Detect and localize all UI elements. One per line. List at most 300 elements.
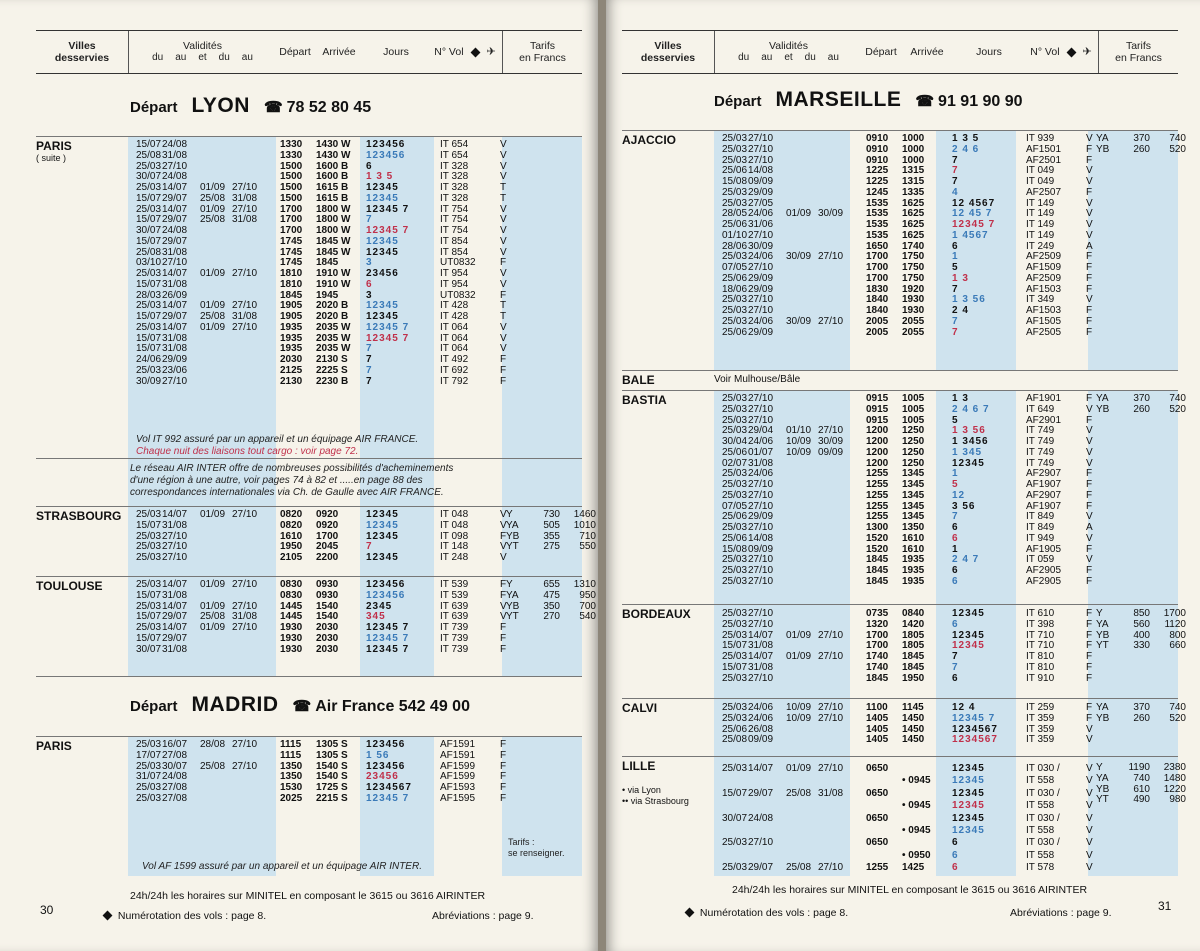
- valid-from: 15/07: [136, 519, 162, 531]
- valid-to: 27/08: [162, 782, 188, 793]
- flight-no: IT 492: [440, 354, 469, 365]
- aircraft-type: F: [1086, 154, 1093, 166]
- valid-to: 29/07: [748, 862, 774, 874]
- dep-time: 0650: [866, 837, 889, 849]
- days: 1 345: [952, 446, 983, 458]
- valid-to-2: 31/08: [232, 311, 258, 322]
- valid-to: 29/07: [162, 192, 188, 204]
- arr-time: 2225 S: [316, 364, 348, 376]
- fare-return: 2380: [1163, 762, 1186, 773]
- valid-to: 27/10: [748, 672, 774, 684]
- fare-class: Y: [506, 509, 513, 520]
- arr-time: 2230 B: [316, 375, 349, 387]
- valid-from: 28/03: [136, 289, 162, 301]
- fare-oneway: 260: [1133, 143, 1150, 155]
- valid-to-2: 27/10: [818, 251, 844, 263]
- valid-to: 27/10: [748, 294, 774, 306]
- aircraft-type: V: [1086, 176, 1093, 187]
- valid-to: 29/09: [748, 272, 774, 284]
- flight-no: IT 749: [1026, 425, 1055, 437]
- valid-from: 15/07: [136, 343, 162, 355]
- arr-time: 2020 B: [316, 311, 349, 322]
- dep-time: 1700: [866, 629, 889, 641]
- valid-to: 14/07: [162, 268, 188, 279]
- flight-no: IT 558: [1026, 775, 1055, 787]
- fare-oneway: 400: [1133, 629, 1150, 641]
- valid-to-2: 27/10: [818, 651, 844, 662]
- aircraft-type: V: [500, 246, 507, 258]
- fare-row: [1096, 641, 1186, 652]
- dep-time: 1905: [280, 300, 303, 312]
- valid-to: 14/07: [162, 579, 188, 590]
- arr-time: 0920: [316, 509, 339, 520]
- fare-return: 540: [579, 611, 596, 623]
- notes-paris-lyon: Vol IT 992 assuré par un appareil et un équipage AIR FRANCE. Chaque nuit des liaisons tout cargo : voir page 72.: [136, 434, 419, 457]
- arr-time: 1145: [902, 702, 924, 713]
- valid-to: 14/07: [748, 629, 774, 641]
- flight-no: IT 749: [1026, 457, 1055, 469]
- aircraft-type: V: [1086, 403, 1093, 415]
- header-jours: Jours: [383, 46, 409, 58]
- flight-no: AF1593: [440, 782, 476, 793]
- days: 7: [366, 364, 373, 376]
- arr-time: 0930: [316, 589, 339, 601]
- dep-time: 1745: [280, 246, 303, 258]
- fare-class: Y: [1096, 762, 1103, 773]
- arr-time: 1345: [902, 511, 925, 523]
- valid-to: 27/10: [748, 575, 774, 587]
- days: 7: [952, 315, 959, 327]
- aircraft-type: F: [1086, 393, 1093, 404]
- valid-to-2: 27/10: [232, 622, 258, 633]
- days: 12345: [366, 235, 399, 247]
- flight-no: IT 610: [1026, 608, 1055, 619]
- valid-from: 25/03: [722, 489, 748, 501]
- dep-time: 1700: [280, 203, 303, 215]
- dep-time: 1740: [866, 661, 889, 673]
- dep-time: 1535: [866, 229, 889, 241]
- dep-time: 1845: [866, 672, 889, 684]
- arr-time: 1450: [902, 712, 925, 724]
- aircraft-type: F: [1086, 186, 1093, 198]
- fare-class: YA: [506, 519, 519, 531]
- arr-time: 1425: [902, 862, 925, 874]
- fare-class: YA: [1096, 702, 1109, 713]
- aircraft-type: F: [1086, 575, 1093, 587]
- dep-time: 0830: [280, 579, 303, 590]
- flight-no: IT 048: [440, 519, 469, 531]
- aircraft-type: V: [500, 268, 507, 279]
- section-toulouse: [36, 576, 596, 676]
- valid-to: 26/09: [162, 289, 188, 301]
- valid-from-2: 30/09: [786, 315, 812, 327]
- valid-to: 16/07: [162, 739, 188, 750]
- valid-from: 15/07: [136, 278, 162, 290]
- dep-time: 2005: [866, 315, 889, 327]
- days: 345: [366, 611, 386, 623]
- days: 12345: [952, 640, 985, 652]
- aircraft-type: V: [1086, 511, 1093, 523]
- flight-no: IT 910: [1026, 672, 1055, 684]
- arr-time: 1800 W: [316, 214, 351, 226]
- aircraft-type: V: [1086, 723, 1093, 735]
- table-header: [622, 30, 1178, 74]
- dep-time: 0915: [866, 393, 889, 404]
- valid-from: 25/03: [722, 554, 748, 566]
- valid-to-2: 27/10: [232, 579, 258, 590]
- fares-bastia: [1096, 394, 1186, 416]
- dep-time: 1930: [280, 632, 303, 644]
- aircraft-type: V: [500, 509, 507, 520]
- days: 1 3: [952, 393, 969, 404]
- flight-no: IT 328: [440, 192, 469, 204]
- arr-time: 2055: [902, 315, 925, 327]
- valid-to: 14/07: [162, 509, 188, 520]
- fare-class: YB: [1096, 403, 1110, 415]
- flight-no: AF1595: [440, 792, 476, 804]
- arr-time: 1430 W: [316, 139, 351, 150]
- days: 12345: [366, 530, 399, 542]
- arr-time: 1625: [902, 229, 925, 241]
- valid-to: 29/09: [748, 283, 774, 295]
- days: 7: [366, 375, 373, 387]
- fare-row: [506, 612, 596, 623]
- dep-time: 1245: [866, 186, 889, 198]
- valid-from: 25/03: [722, 305, 748, 316]
- dep-time: 1535: [866, 219, 889, 230]
- days: 12345: [366, 509, 399, 520]
- valid-to: 27/10: [162, 160, 188, 172]
- section-strasbourg: [36, 506, 596, 576]
- aircraft-type: F: [1086, 629, 1093, 641]
- dep-time: 1905: [280, 311, 303, 322]
- fare-class: YT: [506, 541, 519, 553]
- flight-no: IT 849: [1026, 522, 1055, 533]
- valid-from: 25/06: [722, 326, 748, 338]
- days: 12345: [952, 608, 985, 619]
- aircraft-type: F: [1086, 143, 1093, 155]
- dest-ajaccio: AJACCIO: [622, 133, 677, 147]
- arr-time: 1930: [902, 305, 925, 316]
- arr-time: 1845 W: [316, 235, 351, 247]
- arr-time: 2020 B: [316, 300, 349, 312]
- flight-no: IT 649: [1026, 403, 1055, 415]
- valid-from: 30/09: [136, 375, 162, 387]
- fare-class: YT: [506, 611, 519, 623]
- flight-no: IT 030 /: [1026, 787, 1060, 799]
- aircraft-type: F: [1086, 479, 1093, 490]
- days: 6: [952, 862, 959, 874]
- dep-time: 1405: [866, 723, 889, 735]
- aircraft-type: V: [1086, 208, 1093, 220]
- arr-time: 1800 W: [316, 225, 351, 236]
- dep-time: 2130: [280, 375, 303, 387]
- aircraft-type: V: [500, 225, 507, 236]
- fare-row: [1096, 620, 1186, 631]
- telephone-icon: ☎: [292, 698, 312, 715]
- valid-to: 27/10: [748, 133, 774, 144]
- arr-time: 1930: [902, 294, 925, 306]
- fare-oneway: 370: [1133, 393, 1150, 404]
- aircraft-type: F: [500, 622, 507, 633]
- header-arrivee: Arrivée: [910, 46, 944, 58]
- dep-time: 1530: [280, 782, 303, 793]
- fare-oneway: 275: [543, 541, 560, 553]
- valid-from: 25/03: [136, 579, 162, 590]
- aircraft-type: F: [500, 782, 507, 793]
- valid-to: 27/05: [748, 197, 774, 209]
- valid-to: 24/06: [748, 208, 774, 220]
- valid-to: 31/08: [162, 149, 188, 161]
- aircraft-type: T: [500, 192, 507, 204]
- arr-time: 2055: [902, 326, 925, 338]
- valid-to: 27/10: [748, 403, 774, 415]
- days: 2345: [366, 600, 393, 612]
- days: 12345: [952, 824, 985, 836]
- aircraft-type: F: [1086, 251, 1093, 263]
- valid-from: 25/03: [722, 393, 748, 404]
- days: 6: [952, 837, 959, 849]
- days: 6: [952, 672, 959, 684]
- dep-time: 0650: [866, 763, 889, 774]
- arr-time: 1000: [902, 154, 925, 166]
- days: 7: [366, 214, 373, 226]
- flight-no: AF2905: [1026, 565, 1062, 576]
- valid-to: 27/10: [748, 414, 774, 426]
- valid-from: 25/03: [722, 425, 748, 437]
- fare-oneway: 260: [1133, 403, 1150, 415]
- arr-time: 1845: [902, 661, 925, 673]
- aircraft-type: V: [1086, 775, 1093, 787]
- days: 12345: [952, 629, 985, 641]
- valid-to: 24/08: [162, 225, 188, 236]
- valid-from-2: 28/08: [200, 739, 226, 750]
- aircraft-type: V: [1086, 862, 1093, 874]
- valid-to: 31/06: [748, 219, 774, 230]
- dep-time: 2105: [280, 552, 303, 563]
- bale-redirect: Voir Mulhouse/Bâle: [714, 374, 801, 385]
- fare-row: [1096, 405, 1186, 416]
- fare-oneway: 610: [1133, 783, 1150, 795]
- flight-no: IT 810: [1026, 651, 1055, 662]
- aircraft-type: V: [500, 321, 507, 333]
- fare-row: [1096, 714, 1186, 725]
- arr-time: 2030: [316, 632, 339, 644]
- days: 6: [952, 532, 959, 544]
- telephone-icon: ☎: [263, 99, 283, 116]
- valid-from: 25/06: [722, 165, 748, 177]
- dep-time: 0910: [866, 143, 889, 155]
- days: 12345 7: [366, 643, 410, 655]
- diamond-icon: [103, 911, 113, 921]
- arr-time: 1610: [902, 532, 925, 544]
- valid-from-2: 01/09: [786, 763, 812, 774]
- arr-time: 1345: [902, 468, 925, 480]
- valid-from: 25/03: [722, 143, 748, 155]
- valid-from-2: 10/09: [786, 436, 812, 447]
- flight-no: IT 148: [440, 541, 469, 553]
- arr-time: • 0950: [902, 849, 931, 861]
- arr-time: 1540: [316, 611, 339, 623]
- flight-no: IT 428: [440, 311, 469, 322]
- aircraft-type: F: [500, 364, 507, 376]
- flight-no: AF1907: [1026, 500, 1062, 512]
- fare-oneway: 740: [1133, 772, 1150, 784]
- valid-to-2: 27/10: [232, 509, 258, 520]
- flight-no: IT 954: [440, 268, 469, 279]
- reseau-note: Le réseau AIR INTER offre de nombreuses possibilités d'acheminements d'une région à une autre, voir pages 74 à 82 et .....en page 88 des correspondances internationales via Ch. de Gaulle avec AIR FRANCE.: [130, 463, 454, 498]
- valid-from-2: 10/09: [786, 712, 812, 724]
- abreviations-info: Abréviations : page 9.: [432, 910, 534, 922]
- flight-no: IT 064: [440, 321, 469, 333]
- valid-from: 02/07: [722, 457, 748, 469]
- arr-time: 2030: [316, 643, 339, 655]
- valid-from: 15/07: [136, 611, 162, 623]
- valid-from: 25/03: [722, 575, 748, 587]
- valid-from: 25/03: [136, 739, 162, 750]
- flight-no: AF1905: [1026, 543, 1062, 555]
- valid-from: 07/05: [722, 500, 748, 512]
- aircraft-type: V: [1086, 554, 1093, 566]
- arr-time: 2200: [316, 552, 339, 563]
- dep-time: 1500: [280, 160, 303, 172]
- valid-from: 25/08: [722, 734, 748, 746]
- valid-to-2: 27/10: [818, 629, 844, 641]
- plane-icon: ✈: [1082, 46, 1092, 58]
- dep-time: 1745: [280, 235, 303, 247]
- flight-no: AF1591: [440, 739, 476, 750]
- departure-title-marseille: Départ MARSEILLE ☎ 91 91 90 90: [714, 88, 1023, 111]
- aircraft-type: F: [1086, 661, 1093, 673]
- flight-no: IT 939: [1026, 133, 1055, 144]
- fare-return: 1700: [1163, 608, 1186, 619]
- section-bale: [622, 370, 1178, 390]
- aircraft-type: F: [1086, 672, 1093, 684]
- fare-oneway: 355: [543, 530, 560, 542]
- days: 6: [952, 565, 959, 576]
- valid-to: 27/08: [162, 749, 188, 761]
- header-jours: Jours: [976, 46, 1002, 58]
- days: 5: [952, 414, 959, 426]
- aircraft-type: V: [1086, 763, 1093, 774]
- valid-from: 25/03: [136, 541, 162, 553]
- valid-from: 07/05: [722, 262, 748, 273]
- valid-from: 25/03: [722, 565, 748, 576]
- aircraft-type: V: [1086, 294, 1093, 306]
- aircraft-type: A: [1086, 240, 1093, 252]
- days: 2 4 6 7: [952, 403, 990, 415]
- valid-to: 27/10: [748, 229, 774, 241]
- days: 5: [952, 479, 959, 490]
- days: 7: [952, 651, 959, 662]
- valid-from: 15/07: [722, 787, 748, 799]
- arr-time: 1740: [902, 240, 925, 252]
- fare-class: YA: [1096, 618, 1109, 630]
- fare-oneway: 1190: [1128, 762, 1150, 773]
- dep-time: 1930: [280, 622, 303, 633]
- aircraft-type: F: [500, 792, 507, 804]
- fare-oneway: 850: [1133, 608, 1150, 619]
- valid-to: 27/10: [748, 262, 774, 273]
- valid-to: 27/10: [162, 375, 188, 387]
- dest-bastia: BASTIA: [622, 393, 667, 407]
- dep-time: 1500: [280, 192, 303, 204]
- aircraft-type: F: [1086, 500, 1093, 512]
- aircraft-type: F: [1086, 326, 1093, 338]
- valid-from: 25/06: [722, 511, 748, 523]
- days: 12345: [952, 775, 985, 787]
- aircraft-type: F: [1086, 651, 1093, 662]
- flight-no: AF2507: [1026, 186, 1062, 198]
- valid-to: 29/07: [162, 311, 188, 322]
- numerotation-info: Numérotation des vols : page 8.: [682, 907, 848, 919]
- fare-oneway: 505: [543, 519, 560, 531]
- arr-time: 1700: [316, 530, 339, 542]
- aircraft-type: V: [1086, 133, 1093, 144]
- valid-to: 27/10: [748, 522, 774, 533]
- valid-from-2: 25/08: [200, 192, 226, 204]
- valid-from: 25/03: [136, 182, 162, 193]
- valid-to: 09/09: [748, 176, 774, 187]
- arr-time: 1450: [902, 723, 925, 735]
- diamond-icon: [685, 908, 695, 918]
- section-paris-lyon: [36, 136, 582, 458]
- arr-time: 1950: [902, 672, 925, 684]
- valid-to: 31/08: [748, 457, 774, 469]
- valid-from: 25/06: [722, 272, 748, 284]
- aircraft-type: V: [1086, 812, 1093, 824]
- flight-no: IT 792: [440, 375, 469, 387]
- aircraft-type: V: [500, 214, 507, 226]
- flight-no: AF1901: [1026, 393, 1062, 404]
- arr-time: 1800 W: [316, 203, 351, 215]
- fare-return: 710: [579, 530, 596, 542]
- fare-return: 740: [1169, 133, 1186, 144]
- arr-time: 1345: [902, 489, 925, 501]
- arr-time: 1935: [902, 575, 925, 587]
- flight-no: AF1503: [1026, 305, 1062, 316]
- days: 7: [952, 154, 959, 166]
- arr-time: 1910 W: [316, 278, 351, 290]
- dep-time: 1200: [866, 436, 889, 447]
- valid-to: 31/08: [162, 589, 188, 601]
- valid-from-2: 25/08: [200, 611, 226, 623]
- days: 12345: [366, 246, 399, 258]
- note-paris-madrid: Vol AF 1599 assuré par un appareil et un équipage AIR INTER.: [142, 861, 422, 872]
- arr-time: 1750: [902, 251, 925, 263]
- flight-no: IT 639: [440, 611, 469, 623]
- flight-no: IT 692: [440, 364, 469, 376]
- valid-to-2: 27/10: [818, 763, 844, 774]
- days: 4: [952, 186, 959, 198]
- dep-time: 1500: [280, 171, 303, 183]
- fare-row: [506, 521, 596, 532]
- header-validites: Validités du au et du au: [714, 31, 862, 73]
- days: 6: [366, 160, 373, 172]
- flight-no: IT 739: [440, 622, 469, 633]
- valid-from: 25/03: [136, 622, 162, 633]
- days: 12345: [366, 552, 399, 563]
- days: 1 56: [366, 749, 390, 761]
- aircraft-type: F: [500, 771, 507, 783]
- table-header: [36, 30, 582, 74]
- flight-no: IT 558: [1026, 824, 1055, 836]
- days: 3 56: [952, 500, 976, 512]
- valid-to: 31/08: [162, 278, 188, 290]
- aircraft-type: V: [500, 149, 507, 161]
- dep-time: 1255: [866, 511, 889, 523]
- days: 123456: [366, 579, 406, 590]
